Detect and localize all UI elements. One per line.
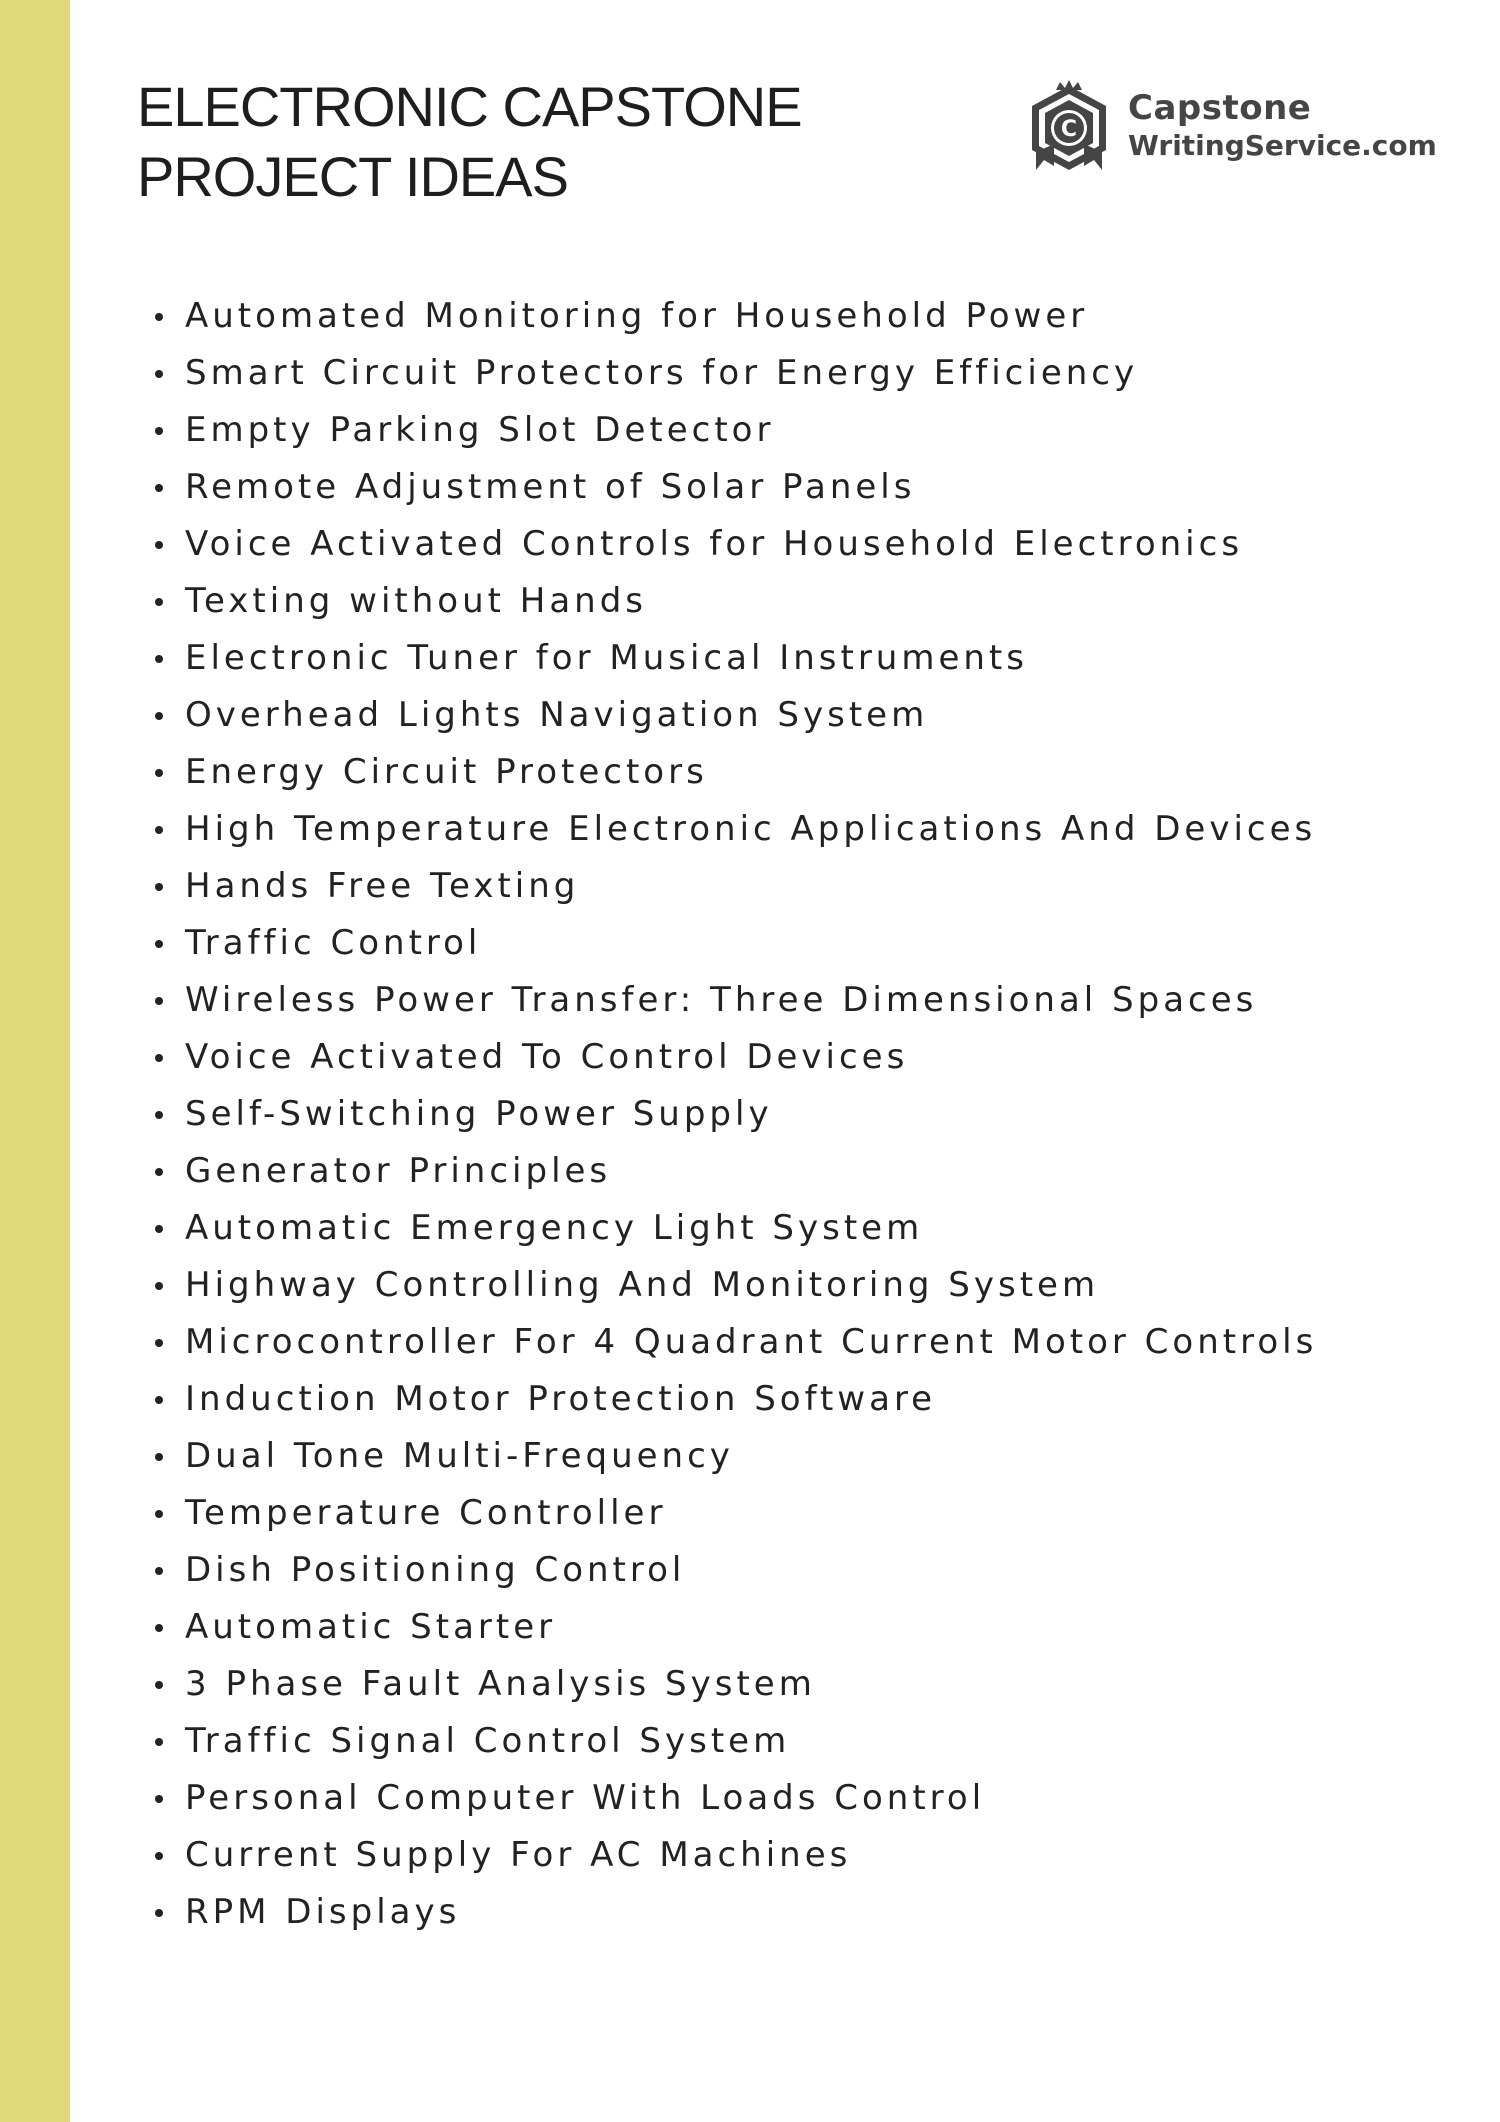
list-item bbox=[155, 1770, 1317, 1827]
list-item bbox=[155, 1143, 1317, 1200]
crest-shield-icon bbox=[1024, 78, 1114, 178]
bullet-icon bbox=[155, 370, 163, 378]
bullet-icon bbox=[155, 1453, 163, 1461]
list-item-text: Automatic Emergency Light System bbox=[185, 1208, 924, 1248]
list-item-text: Automated Monitoring for Household Power bbox=[185, 296, 1089, 336]
bullet-icon bbox=[155, 1339, 163, 1347]
bullet-icon bbox=[155, 1054, 163, 1062]
list-item bbox=[155, 1713, 1317, 1770]
list-item bbox=[155, 1086, 1317, 1143]
bullet-icon bbox=[155, 655, 163, 663]
list-item bbox=[155, 573, 1317, 630]
list-item-text: Microcontroller For 4 Quadrant Current Motor Controls bbox=[185, 1322, 1318, 1362]
badge-letter: C bbox=[1060, 117, 1078, 142]
bullet-icon bbox=[155, 1567, 163, 1575]
list-item-text: Electronic Tuner for Musical Instruments bbox=[185, 638, 1028, 678]
list-item bbox=[155, 1656, 1317, 1713]
page-title bbox=[137, 72, 802, 212]
list-item-text: RPM Displays bbox=[185, 1892, 461, 1932]
bullet-icon bbox=[155, 1738, 163, 1746]
brand-logo[interactable] bbox=[1024, 78, 1437, 188]
list-item-text: High Temperature Electronic Applications And Devices bbox=[185, 809, 1317, 849]
project-ideas-list bbox=[155, 288, 1317, 1941]
bullet-icon bbox=[155, 1510, 163, 1518]
list-item bbox=[155, 459, 1317, 516]
list-item bbox=[155, 630, 1317, 687]
list-item bbox=[155, 288, 1317, 345]
list-item-text: Energy Circuit Protectors bbox=[185, 752, 708, 792]
list-item-text: Current Supply For AC Machines bbox=[185, 1835, 852, 1875]
list-item bbox=[155, 858, 1317, 915]
bullet-icon bbox=[155, 883, 163, 891]
brand-name-line1: Capstone bbox=[1128, 88, 1312, 128]
list-item bbox=[155, 1029, 1317, 1086]
bullet-icon bbox=[155, 769, 163, 777]
bullet-icon bbox=[155, 940, 163, 948]
bullet-icon bbox=[155, 1282, 163, 1290]
list-item-text: Automatic Starter bbox=[185, 1607, 557, 1647]
bullet-icon bbox=[155, 1111, 163, 1119]
bullet-icon bbox=[155, 541, 163, 549]
list-item-text: Remote Adjustment of Solar Panels bbox=[185, 467, 916, 507]
list-item-text: Temperature Controller bbox=[185, 1493, 667, 1533]
list-item bbox=[155, 1257, 1317, 1314]
bullet-icon bbox=[155, 997, 163, 1005]
bullet-icon bbox=[155, 712, 163, 720]
bullet-icon bbox=[155, 427, 163, 435]
page-title-line2: PROJECT IDEAS bbox=[137, 145, 568, 208]
list-item-text: Dual Tone Multi-Frequency bbox=[185, 1436, 734, 1476]
page-title-line1: ELECTRONIC CAPSTONE bbox=[137, 75, 802, 138]
list-item bbox=[155, 1371, 1317, 1428]
list-item-text: Wireless Power Transfer: Three Dimensional Spaces bbox=[185, 980, 1258, 1020]
list-item bbox=[155, 1428, 1317, 1485]
list-item-text: Personal Computer With Loads Control bbox=[185, 1778, 986, 1818]
bullet-icon bbox=[155, 1909, 163, 1917]
list-item bbox=[155, 801, 1317, 858]
brand-name-line2: WritingService.com bbox=[1128, 129, 1437, 162]
bullet-icon bbox=[155, 1852, 163, 1860]
list-item-text: Voice Activated To Control Devices bbox=[185, 1037, 909, 1077]
bullet-icon bbox=[155, 598, 163, 606]
list-item-text: Texting without Hands bbox=[185, 581, 648, 621]
bullet-icon bbox=[155, 1795, 163, 1803]
list-item-text: Traffic Control bbox=[185, 923, 482, 963]
list-item-text: Induction Motor Protection Software bbox=[185, 1379, 937, 1419]
list-item bbox=[155, 516, 1317, 573]
bullet-icon bbox=[155, 826, 163, 834]
list-item-text: Overhead Lights Navigation System bbox=[185, 695, 929, 735]
list-item-text: Generator Principles bbox=[185, 1151, 612, 1191]
bullet-icon bbox=[155, 1681, 163, 1689]
bullet-icon bbox=[155, 1225, 163, 1233]
list-item-text: 3 Phase Fault Analysis System bbox=[185, 1664, 816, 1704]
bullet-icon bbox=[155, 313, 163, 321]
list-item bbox=[155, 744, 1317, 801]
bullet-icon bbox=[155, 1168, 163, 1176]
list-item bbox=[155, 915, 1317, 972]
list-item-text: Hands Free Texting bbox=[185, 866, 580, 906]
list-item-text: Voice Activated Controls for Household Electronics bbox=[185, 524, 1244, 564]
list-item-text: Empty Parking Slot Detector bbox=[185, 410, 775, 450]
side-accent-stripe bbox=[0, 0, 70, 2122]
list-item-text: Highway Controlling And Monitoring System bbox=[185, 1265, 1100, 1305]
list-item bbox=[155, 972, 1317, 1029]
list-item-text: Traffic Signal Control System bbox=[185, 1721, 791, 1761]
bullet-icon bbox=[155, 1396, 163, 1404]
list-item bbox=[155, 687, 1317, 744]
list-item bbox=[155, 1200, 1317, 1257]
list-item-text: Self-Switching Power Supply bbox=[185, 1094, 773, 1134]
list-item bbox=[155, 1485, 1317, 1542]
list-item bbox=[155, 345, 1317, 402]
list-item bbox=[155, 1599, 1317, 1656]
list-item-text: Smart Circuit Protectors for Energy Efficiency bbox=[185, 353, 1139, 393]
list-item-text: Dish Positioning Control bbox=[185, 1550, 686, 1590]
list-item bbox=[155, 1827, 1317, 1884]
list-item bbox=[155, 1884, 1317, 1941]
list-item bbox=[155, 402, 1317, 459]
list-item bbox=[155, 1542, 1317, 1599]
bullet-icon bbox=[155, 484, 163, 492]
list-item bbox=[155, 1314, 1317, 1371]
brand-name bbox=[1128, 88, 1437, 164]
bullet-icon bbox=[155, 1624, 163, 1632]
